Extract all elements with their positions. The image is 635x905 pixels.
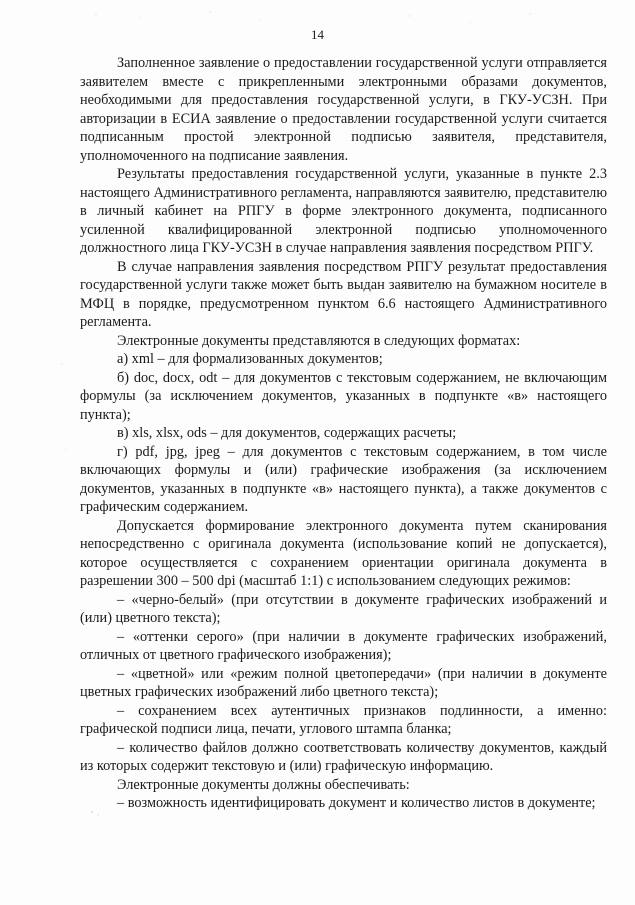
paragraph-results-delivery: Результаты предоставления государственной услуги, указанные в пункте 2.3 настоящего Административного регламента, направляются заявителю, представителю в личный кабинет на РПГУ в форме электронного документа, подписанного усиленной квалифицированной электронной подписью уполномоченного должностного лица ГКУ-УСЗН в случае направления заявления посредством РПГУ.	[80, 166, 608, 256]
list-item-format-g: г) pdf, jpg, jpeg – для документов с текстовым содержанием, в том числе включающих формулы и (или) графические изображения (за исключением документов, указанных в подпункте «в» настоящего пункта), а также документов с графическим содержанием.	[80, 443, 607, 515]
paragraph-scanning: Допускается формирование электронного документа путем сканирования непосредственно с оригинала документа (использование копий не допускается), которое осуществляется с сохранением ориентации оригинала документа в разрешении 300 – 500 dpi (масштаб 1:1) с использованием следующих режимов:	[80, 517, 607, 589]
paragraph-application-submission: Заполненное заявление о предоставлении государственной услуги отправляется заявителем вместе с прикрепленными электронными образами документов, необходимыми для предоставления государственной услуги, в ГКУ-УСЗН. При авторизации в ЕСИА заявление о предоставлении государственной услуги считается подписанным простой электронной подписью заявителя, представителя, уполномоченного на подписание заявления.	[80, 55, 607, 164]
paragraph-requirements-intro: Электронные документы должны обеспечивать:	[117, 776, 410, 793]
list-item-format-a: а) xml – для формализованных документов;	[117, 351, 383, 367]
list-item-format-b: б) doc, docx, odt – для документов с текстовым содержанием, не включающим формулы (за исключением документов, указанных в подпункте «в» настоящего пункта);	[80, 369, 607, 423]
list-item-format-v: в) xls, xlsx, ods – для документов, содержащих расчеты;	[117, 425, 457, 441]
list-item-mode-grayscale: – «оттенки серого» (при наличии в документе графических изображений, отличных от цветного графического изображения);	[80, 628, 607, 663]
list-item-mode-color: – «цветной» или «режим полной цветопередачи» (при наличии в документе цветных графических изображений либо цветного текста);	[80, 665, 607, 700]
paragraph-paper-result: В случае направления заявления посредством РПГУ результат предоставления государственной услуги также может быть выдан заявителю на бумажном носителе в МФЦ в порядке, предусмотренном пунктом 6.6 настоящего Административного регламента.	[80, 258, 607, 330]
paragraph-formats-intro: Электронные документы представляются в следующих форматах:	[117, 332, 521, 349]
list-item-identification: – возможность идентифицировать документ и количество листов в документе;	[117, 795, 596, 811]
page-number: 14	[311, 27, 324, 42]
list-item-file-count: – количество файлов должно соответствовать количеству документов, каждый из которых содержит текстовую и (или) графическую информацию.	[80, 739, 607, 774]
list-item-authenticity: – сохранением всех аутентичных признаков подлинности, а именно: графической подписи лица, печати, углового штампа бланка;	[80, 702, 607, 737]
list-item-mode-bw: – «черно-белый» (при отсутствии в документе графических изображений и (или) цветного текста);	[80, 591, 607, 626]
document-body	[80, 54, 607, 813]
